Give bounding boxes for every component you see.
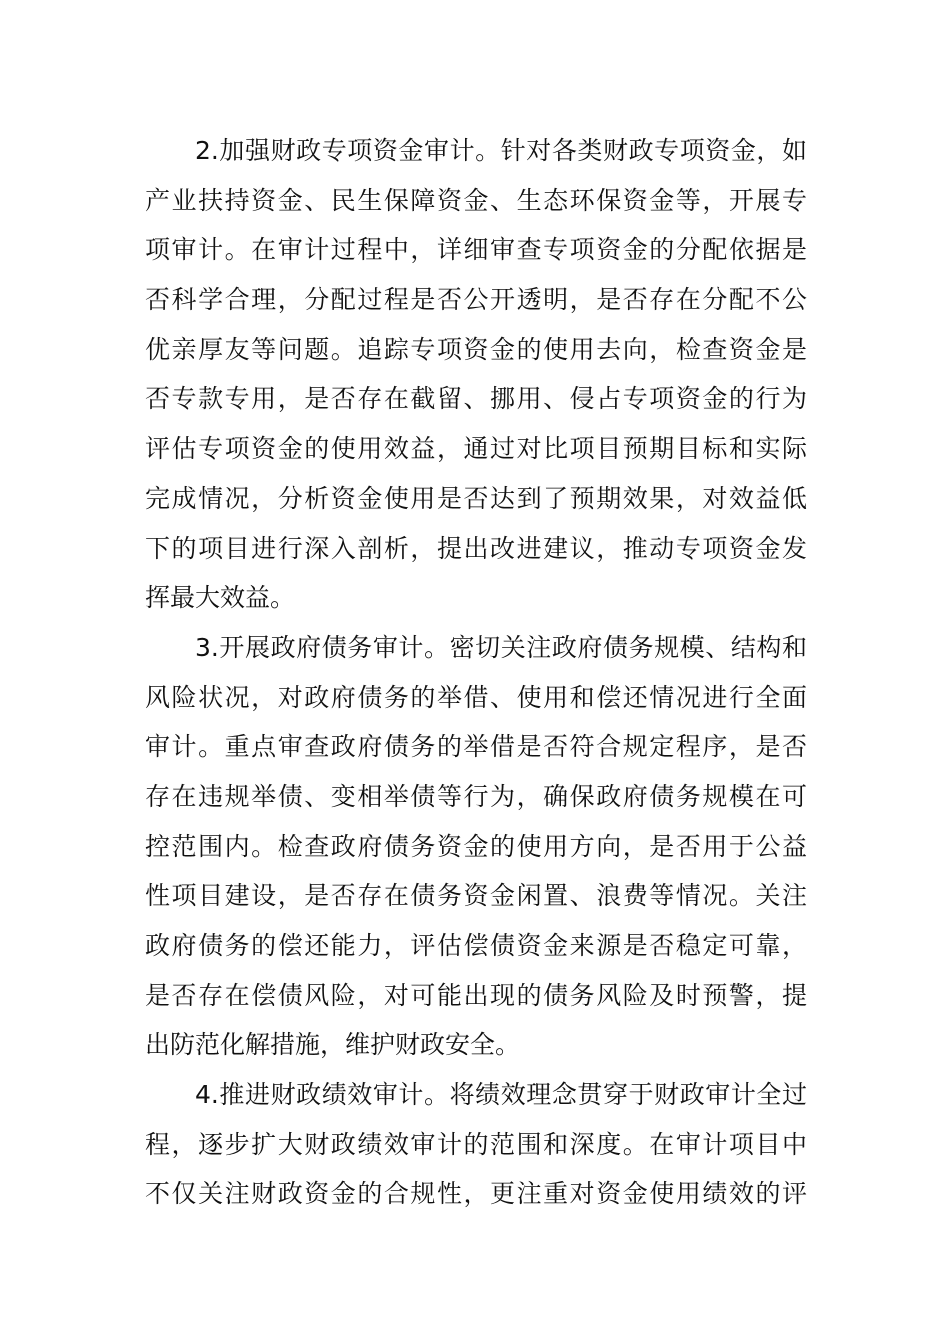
paragraph-line: 否专款专用，是否存在截留、挪用、侵占专项资金的行为	[145, 384, 807, 414]
paragraph-line: 程，逐步扩大财政绩效审计的范围和深度。在审计项目中	[145, 1129, 807, 1159]
paragraph-line: 政府债务的偿还能力，评估偿债资金来源是否稳定可靠，	[145, 931, 807, 960]
paragraph-line: 挥最大效益。	[145, 583, 296, 613]
paragraph-government-debt-audit	[145, 623, 807, 1070]
paragraph-line: 出防范化解措施，维护财政安全。	[145, 1030, 521, 1060]
paragraph-line: 优亲厚友等问题。追踪专项资金的使用去向，检查资金是	[145, 334, 807, 364]
paragraph-line: 性项目建设，是否存在债务资金闲置、浪费等情况。关注	[145, 881, 807, 911]
paragraph-line: 3.开展政府债务审计。密切关注政府债务规模、结构和	[195, 632, 807, 662]
paragraph-line: 是否存在偿债风险，对可能出现的债务风险及时预警，提	[145, 980, 807, 1010]
paragraph-line: 风险状况，对政府债务的举借、使用和偿还情况进行全面	[145, 682, 807, 712]
paragraph-line: 项审计。在审计过程中，详细审查专项资金的分配依据是	[145, 235, 807, 265]
paragraph-line: 不仅关注财政资金的合规性，更注重对资金使用绩效的评	[145, 1179, 807, 1209]
paragraph-line: 产业扶持资金、民生保障资金、生态环保资金等，开展专	[145, 185, 807, 215]
paragraph-line: 下的项目进行深入剖析，提出改进建议，推动专项资金发	[145, 533, 807, 563]
paragraph-line: 审计。重点审查政府债务的举借是否符合规定程序，是否	[145, 732, 807, 762]
paragraph-line: 存在违规举债、变相举债等行为，确保政府债务规模在可	[145, 781, 807, 811]
paragraph-line: 4.推进财政绩效审计。将绩效理念贯穿于财政审计全过	[195, 1080, 807, 1110]
paragraph-line: 控范围内。检查政府债务资金的使用方向，是否用于公益	[145, 831, 807, 861]
paragraph-line: 完成情况，分析资金使用是否达到了预期效果，对效益低	[145, 483, 807, 513]
paragraph-line: 评估专项资金的使用效益，通过对比项目预期目标和实际	[145, 434, 807, 464]
paragraph-line: 否科学合理，分配过程是否公开透明，是否存在分配不公	[145, 285, 807, 315]
document-body	[145, 126, 807, 1219]
paragraph-performance-audit	[145, 1070, 807, 1219]
paragraph-line: 2.加强财政专项资金审计。针对各类财政专项资金，如	[195, 136, 807, 165]
paragraph-special-funds-audit	[145, 126, 807, 623]
